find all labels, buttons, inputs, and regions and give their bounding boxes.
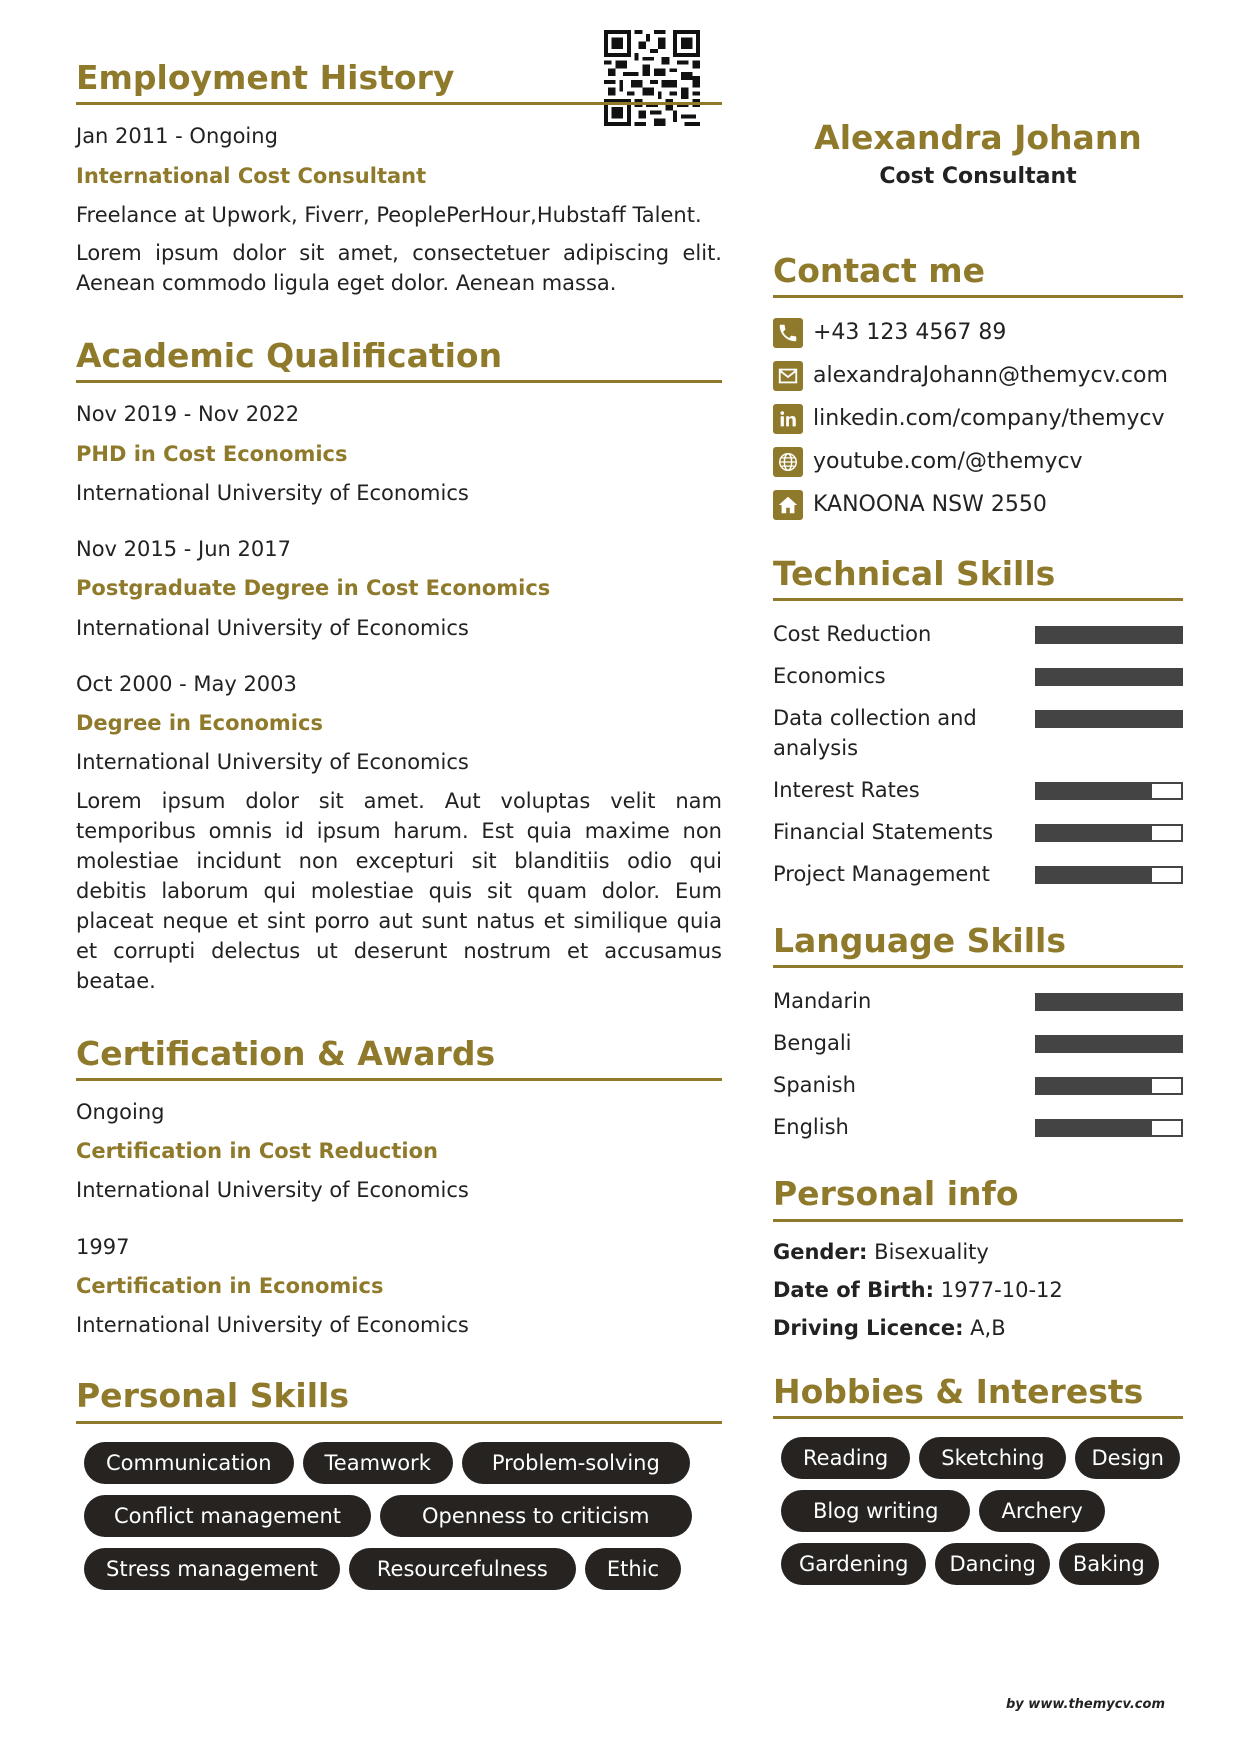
hobby-tag: Gardening: [781, 1543, 926, 1585]
hobby-tag: Reading: [781, 1437, 910, 1479]
technical-skills-section: [773, 553, 1183, 889]
skill-row: [773, 817, 1183, 847]
certification-section: [76, 1033, 722, 1339]
academic-school: International University of Economics: [76, 480, 469, 505]
skill-name: Interest Rates: [773, 778, 920, 803]
skill-tag: Ethic: [585, 1548, 681, 1590]
skill-level-bar: [1035, 710, 1183, 728]
skill-tag: Teamwork: [303, 1442, 453, 1484]
employment-company: Freelance at Upwork, Fiverr, PeoplePerHour,Hubstaff Talent.: [76, 202, 702, 227]
certification-issuer: International University of Economics: [76, 1313, 469, 1338]
skill-name: Cost Reduction: [773, 622, 932, 647]
candidate-title: Cost Consultant: [879, 163, 1077, 189]
hobby-tag: Design: [1075, 1437, 1180, 1479]
info-label: Driving Licence:: [773, 1315, 964, 1340]
language-level-fill: [1037, 995, 1181, 1009]
skill-tag: Resourcefulness: [349, 1548, 576, 1590]
language-level-fill: [1037, 1121, 1152, 1135]
section-title-personal-skills: Personal Skills: [76, 1378, 722, 1423]
info-gender: [773, 1240, 1183, 1264]
skill-name: Financial Statements: [773, 820, 994, 845]
personal-skills-list: [76, 1442, 722, 1590]
language-level-bar: [1035, 993, 1183, 1011]
skill-tag: Problem-solving: [462, 1442, 690, 1484]
info-value: A,B: [970, 1315, 1006, 1340]
hobby-tag: Baking: [1059, 1543, 1159, 1585]
section-title-contact: Contact me: [773, 253, 1183, 298]
language-level-bar: [1035, 1119, 1183, 1137]
hobby-tag: Dancing: [935, 1543, 1049, 1585]
employment-description: Lorem ipsum dolor sit amet, consectetuer adipiscing elit. Aenean commodo ligula eget dolor. Aenean massa.: [76, 241, 722, 296]
skill-row: [773, 703, 1183, 763]
skill-level-bar: [1035, 866, 1183, 884]
linkedin-icon: [773, 404, 803, 434]
section-title-certification: Certification & Awards: [76, 1036, 722, 1081]
skill-name: Data collection and analysis: [773, 706, 977, 761]
info-value: Bisexuality: [874, 1239, 989, 1264]
employment-role: International Cost Consultant: [76, 163, 427, 188]
info-driving-licence: [773, 1316, 1183, 1340]
contact-text: alexandraJohann@themycv.com: [813, 363, 1168, 389]
skill-row: [773, 619, 1183, 649]
home-icon: [773, 490, 803, 520]
certification-name: Certification in Economics: [76, 1273, 384, 1298]
language-name: Bengali: [773, 1031, 852, 1056]
section-title-academic: Academic Qualification: [76, 338, 722, 383]
hobbies-list: [773, 1437, 1183, 1585]
profile-header: [773, 118, 1183, 189]
contact-text: KANOONA NSW 2550: [813, 492, 1047, 518]
academic-date: Nov 2019 - Nov 2022: [76, 402, 300, 427]
contact-address: [773, 488, 1183, 522]
email-icon: [773, 361, 803, 391]
skill-row: [773, 661, 1183, 691]
contact-text: +43 123 4567 89: [813, 320, 1007, 346]
hobby-tag: Archery: [979, 1490, 1104, 1532]
skill-tag: Conflict management: [84, 1495, 371, 1537]
employment-date: Jan 2011 - Ongoing: [76, 124, 278, 149]
personal-skills-section: [76, 1378, 722, 1589]
language-name: Mandarin: [773, 989, 872, 1014]
section-title-personal-info: Personal info: [773, 1176, 1183, 1221]
employment-section: [76, 60, 722, 298]
contact-section: [773, 250, 1183, 522]
contact-text: youtube.com/@themycv: [813, 449, 1083, 475]
skill-level-fill: [1037, 784, 1152, 798]
personal-info-section: [773, 1176, 1183, 1339]
skill-level-fill: [1037, 628, 1181, 642]
language-skills-section: [773, 923, 1183, 1142]
right-column: [773, 118, 1183, 1625]
certification-date: Ongoing: [76, 1099, 165, 1124]
skill-row: [773, 775, 1183, 805]
language-level-fill: [1037, 1079, 1152, 1093]
academic-degree: Postgraduate Degree in Cost Economics: [76, 576, 551, 601]
section-title-language-skills: Language Skills: [773, 923, 1183, 968]
language-row: [773, 1028, 1183, 1058]
academic-degree: Degree in Economics: [76, 711, 323, 736]
academic-school: International University of Economics: [76, 750, 469, 775]
academic-date: Oct 2000 - May 2003: [76, 671, 297, 696]
academic-entry: [76, 671, 722, 996]
skill-level-fill: [1037, 826, 1152, 840]
language-level-fill: [1037, 1037, 1181, 1051]
footer-credit: by www.themycv.com: [1006, 1697, 1165, 1712]
info-value: 1977-10-12: [940, 1277, 1063, 1302]
academic-entry: [76, 536, 722, 641]
hobby-tag: Blog writing: [781, 1490, 970, 1532]
skill-name: Economics: [773, 664, 886, 689]
language-row: [773, 1112, 1183, 1142]
academic-school: International University of Economics: [76, 615, 469, 640]
skill-tag: Openness to criticism: [380, 1495, 692, 1537]
language-row: [773, 1070, 1183, 1100]
skill-level-bar: [1035, 824, 1183, 842]
info-label: Gender:: [773, 1239, 868, 1264]
contact-website[interactable]: [773, 445, 1183, 479]
language-level-bar: [1035, 1035, 1183, 1053]
certification-entry: [76, 1234, 722, 1339]
language-name: Spanish: [773, 1073, 856, 1098]
skill-level-bar: [1035, 668, 1183, 686]
certification-issuer: International University of Economics: [76, 1178, 469, 1203]
phone-icon: [773, 318, 803, 348]
contact-linkedin[interactable]: [773, 402, 1183, 436]
contact-email[interactable]: [773, 359, 1183, 393]
section-title-technical-skills: Technical Skills: [773, 556, 1183, 601]
contact-text: linkedin.com/company/themycv: [813, 406, 1165, 432]
language-level-bar: [1035, 1077, 1183, 1095]
left-column: [76, 60, 722, 1630]
globe-icon: [773, 447, 803, 477]
info-date-of-birth: [773, 1278, 1183, 1302]
certification-entry: [76, 1099, 722, 1204]
academic-section: [76, 338, 722, 996]
skill-tag: Communication: [84, 1442, 294, 1484]
academic-entry: [76, 401, 722, 506]
skill-tag: Stress management: [84, 1548, 340, 1590]
skill-level-bar: [1035, 782, 1183, 800]
skill-level-fill: [1037, 670, 1181, 684]
employment-entry: [76, 123, 722, 298]
academic-degree: PHD in Cost Economics: [76, 441, 348, 466]
info-label: Date of Birth:: [773, 1277, 935, 1302]
language-name: English: [773, 1115, 849, 1140]
contact-phone[interactable]: [773, 316, 1183, 350]
certification-date: 1997: [76, 1234, 130, 1259]
skill-row: [773, 859, 1183, 889]
section-title-employment: Employment History: [76, 60, 722, 105]
language-row: [773, 986, 1183, 1016]
academic-date: Nov 2015 - Jun 2017: [76, 537, 291, 562]
candidate-name: Alexandra Johann: [814, 118, 1142, 157]
section-title-hobbies: Hobbies & Interests: [773, 1374, 1183, 1419]
skill-level-fill: [1037, 868, 1152, 882]
certification-name: Certification in Cost Reduction: [76, 1139, 438, 1164]
hobby-tag: Sketching: [919, 1437, 1066, 1479]
skill-level-bar: [1035, 626, 1183, 644]
skill-level-fill: [1037, 712, 1181, 726]
skill-name: Project Management: [773, 862, 990, 887]
hobbies-section: [773, 1371, 1183, 1585]
academic-description: Lorem ipsum dolor sit amet. Aut voluptas velit nam temporibus omnis id ipsum harum. Est quia maxime non molestiae incidunt non excepturi sit blanditiis odio qui debitis laborum qui molestiae quis sit quam dolor. Eum placeat neque et sint porro aut sunt natus et similique quia et corrupti delectus ut deserunt nostrum et accusamus beatae.: [76, 788, 722, 993]
